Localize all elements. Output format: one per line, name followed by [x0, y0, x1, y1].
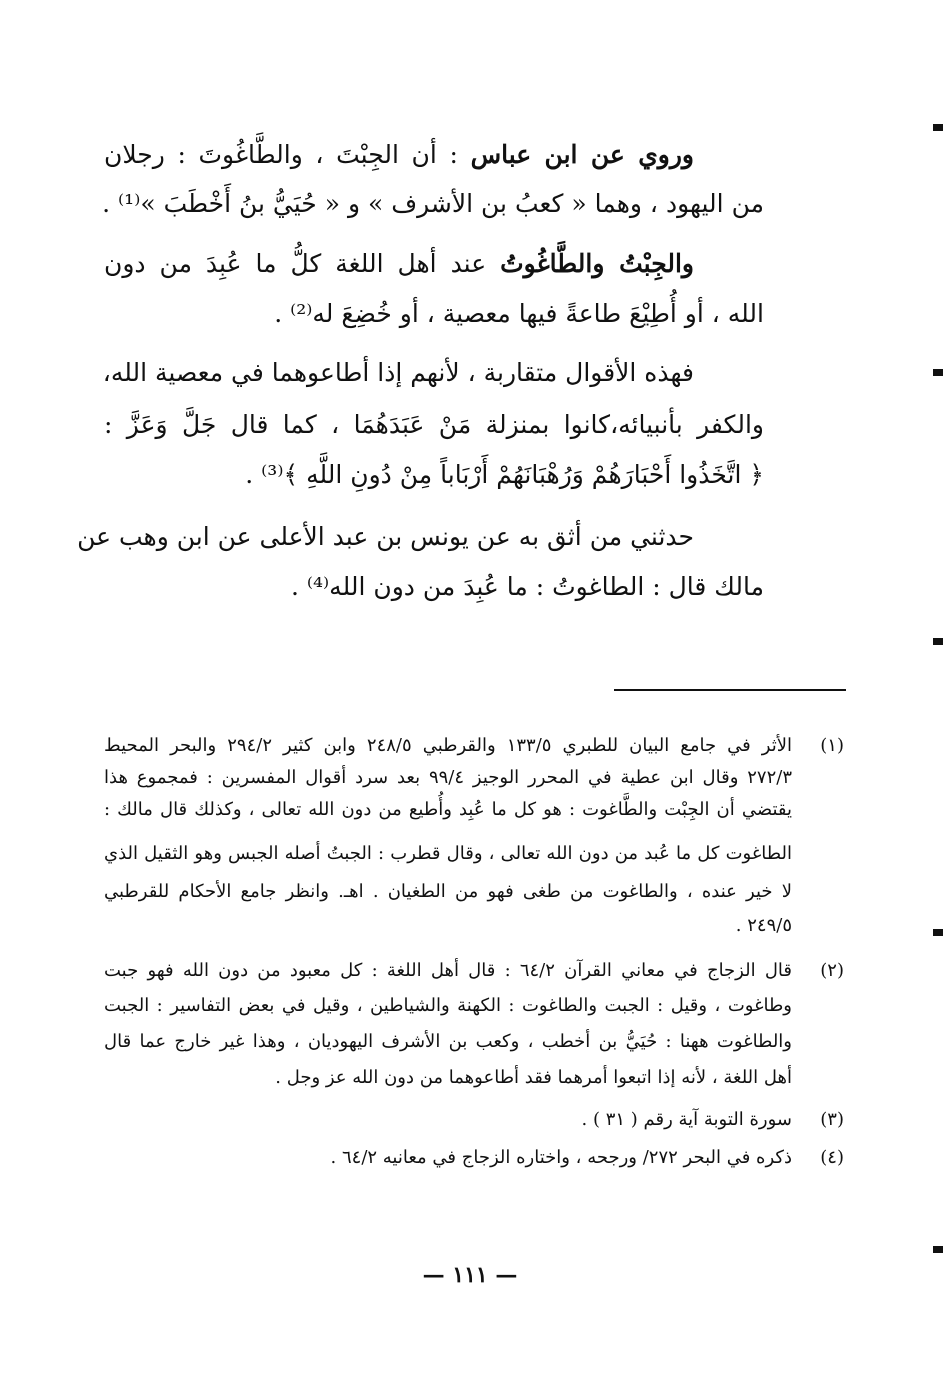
binding-mark — [933, 638, 943, 645]
footnote-separator — [614, 689, 846, 691]
footnote-3 — [104, 1104, 844, 1136]
footnote-2-cont — [104, 1062, 844, 1094]
quran-verse: ﴿ اتَّخَذُوا أَحْبَارَهُمْ وَرُهْبَانَهُمْ أَرْبَاباً مِنْ دُونِ اللَّهِ ﴾⁽³⁾ . — [245, 460, 764, 489]
footnote-number: (٢) — [820, 960, 844, 981]
footnote-line: وطاغوت ، وقيل : الجبت والطاغوت : الكهنة والشياطين ، وقيل في بعض التفاسير : الجبت — [104, 995, 792, 1016]
paragraph-1-line-2: من اليهود ، وهما « كعبُ بن الأشرف » و « حُيَيُّ بنُ أَخْطَبَ »⁽¹⁾ . — [102, 189, 764, 218]
footnote-1-cont — [104, 876, 844, 908]
footnote-line: ٢٤٩/٥ . — [735, 915, 792, 936]
footnote-line: والطاغوت ههنا : حُيَيُّ بن أخطب ، وكعب بن الأشرف اليهوديان ، وهذا غير خارج عما قال — [104, 1031, 792, 1052]
binding-mark — [933, 929, 943, 936]
footnote-1-cont — [104, 838, 844, 870]
footnote-line: ذكره في البحر ٢٧٢/ ورجحه ، واختاره الزجاج في معانيه ٦٤/٢ . — [330, 1147, 792, 1168]
paragraph-4-line-1: حدثني من أثق به عن يونس بن عبد الأعلى عن ابن وهب عن — [77, 522, 694, 551]
paragraph-3-line-1: فهذه الأقوال متقاربة ، لأنهم إذا أطاعوهما في معصية الله، — [102, 358, 694, 387]
footnote-number: (٤) — [820, 1147, 844, 1168]
footnote-1-cont — [104, 910, 844, 942]
footnote-line: لا خير عنده ، والطاغوت من طغى فهو من الطغيان . اهـ. وانظر جامع الأحكام للقرطبي — [104, 881, 792, 902]
footnote-line: الطاغوت كل ما عُبد من دون الله تعالى ، وقال قطرب : الجبتُ أصله الجبس وهو الثقيل الذي — [104, 843, 792, 864]
footnote-line: قال الزجاج في معاني القرآن ٦٤/٢ : قال أهل اللغة : كل معبود من دون الله فهو جبت — [104, 960, 792, 981]
paragraph-2-text: عند أهل اللغة كلُّ ما عُبِدَ من دون — [104, 249, 501, 278]
footnote-line: سورة التوبة آية رقم ( ٣١ ) . — [581, 1109, 792, 1130]
footnote-line: الأثر في جامع البيان للطبري ١٣٣/٥ والقرطبي ٢٤٨/٥ وابن كثير ٢٩٤/٢ والبحر المحيط — [104, 735, 792, 756]
footnote-1-cont — [104, 794, 844, 826]
paragraph-3-line-2: والكفر بأنبيائه،كانوا بمنزلة مَنْ عَبَدَهُمَا ، كما قال جَلَّ وَعَزَّ : — [104, 410, 764, 439]
footnote-line: يقتضي أن الجِبْت والطَّاغوت : هو كل ما عُبِد وأُطيع من دون الله تعالى ، وكذلك قال مالك : — [104, 799, 792, 820]
footnote-line: أهل اللغة ، لأنه إذا اتبعوا أمرهما فقد أطاعوهما من دون الله عز وجل . — [275, 1067, 792, 1088]
binding-mark — [933, 124, 943, 131]
paragraph-1-lead: وروي عن ابن عباس — [470, 140, 695, 169]
footnote-line: ٢٧٢/٣ وقال ابن عطية في المحرر الوجيز ٩٩/٤ بعد سرد أقوال المفسرين : فمجموع هذا — [104, 767, 792, 788]
paragraph-2-line-2: الله ، أو أُطِيْعَ طاعةً فيها معصية ، أو خُضِعَ له⁽²⁾ . — [274, 299, 764, 328]
footnote-2-cont — [104, 990, 844, 1022]
page-number: — ١١١ — — [422, 1262, 518, 1288]
paragraph-2-line-1 — [104, 247, 764, 281]
paragraph-1-text: : أن الجِبْتَ ، والطَّاغُوتَ : رجلان — [104, 140, 471, 169]
footnote-number: (٣) — [820, 1109, 844, 1130]
footnote-1-cont — [104, 762, 844, 794]
paragraph-2-lead: والجِبْتُ والطَّاغُوتُ — [500, 249, 695, 278]
footnote-2 — [104, 955, 844, 987]
footnote-2-cont — [104, 1026, 844, 1058]
binding-mark — [933, 369, 943, 376]
footnote-4 — [104, 1142, 844, 1174]
footnote-1 — [104, 730, 844, 762]
footnote-number: (١) — [820, 735, 844, 756]
paragraph-4-line-2: مالك قال : الطاغوتُ : ما عُبِدَ من دون الله⁽⁴⁾ . — [290, 572, 764, 601]
binding-mark — [933, 1246, 943, 1253]
paragraph-1-line-1 — [104, 138, 764, 172]
